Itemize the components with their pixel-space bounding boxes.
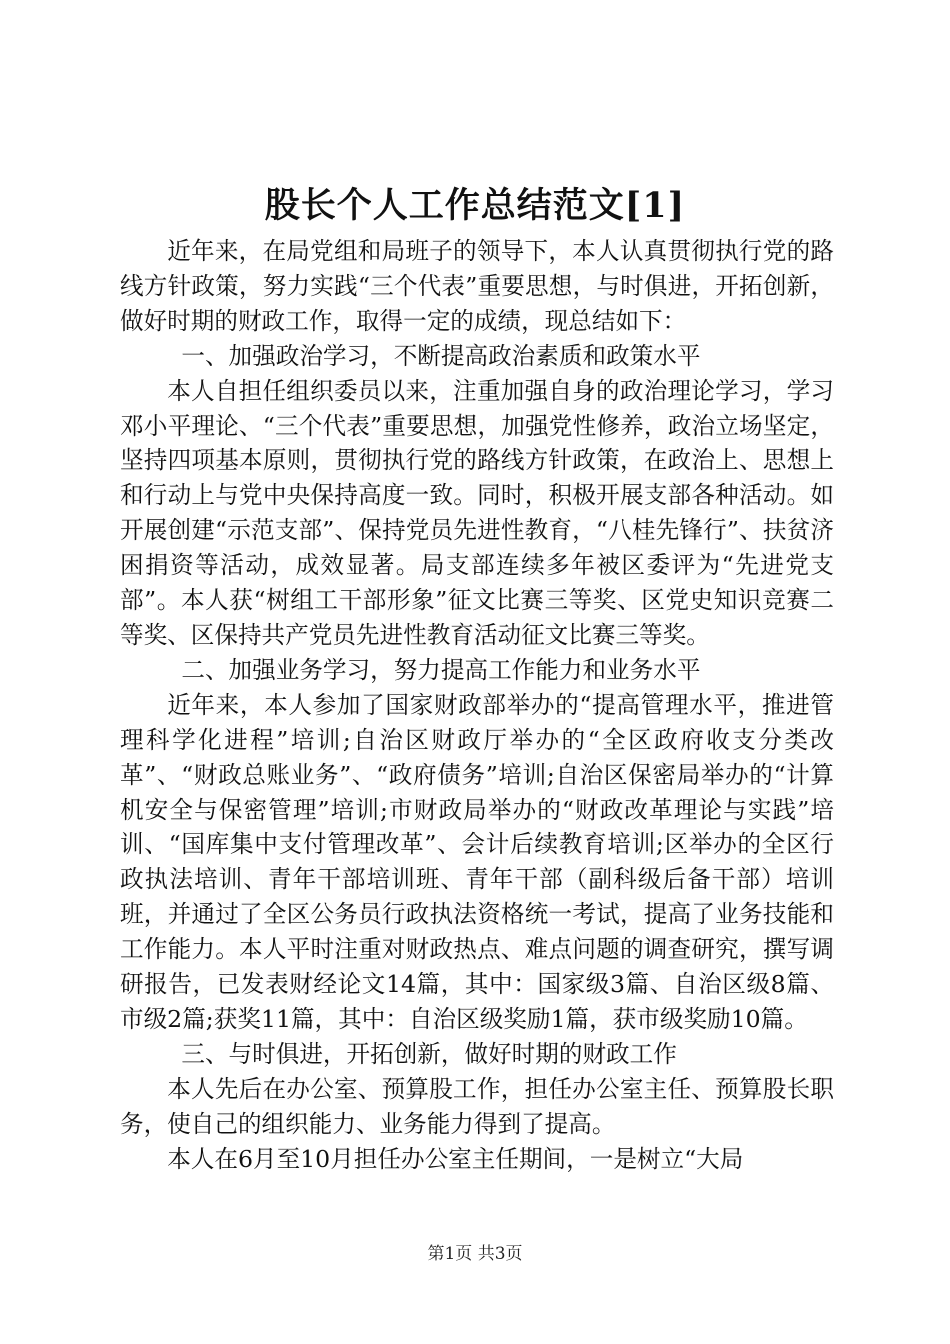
section-heading-2: 二、加强业务学习，努力提高工作能力和业务水平 — [181, 655, 701, 684]
document-body — [120, 234, 834, 1176]
section-heading-1: 一、加强政治学习，不断提高政治素质和政策水平 — [181, 341, 701, 370]
section-heading-3: 三、与时俱进，开拓创新，做好时期的财政工作 — [181, 1039, 677, 1068]
document-title: 股长个人工作总结范文[1] — [264, 185, 686, 226]
section-1-paragraph: 本人自担任组织委员以来，注重加强自身的政治理论学习，学习邓小平理论、“三个代表”重要思想，加强党性修养，政治立场坚定，坚持四项基本原则，贯彻执行党的路线方针政策，在政治上、思想上和行动上与党中央保持高度一致。同时，积极开展支部各种活动。如开展创建“示范支部”、保持党员先进性教育，“八桂先锋行”、扶贫济困捐资等活动，成效显著。局支部连续多年被区委评为“先进党支部”。本人获“树组工干部形象”征文比赛三等奖、区党史知识竞赛二等奖、区保持共产党员先进性教育活动征文比赛三等奖。 — [120, 376, 834, 649]
page-number: 第1页 共3页 — [427, 1244, 523, 1264]
section-3-paragraph-1: 本人先后在办公室、预算股工作，担任办公室主任、预算股长职务，使自己的组织能力、业务能力得到了提高。 — [120, 1074, 834, 1138]
section-3-paragraph-2: 本人在6月至10月担任办公室主任期间，一是树立“大局 — [167, 1144, 744, 1173]
section-2-paragraph: 近年来，本人参加了国家财政部举办的“提高管理水平，推进管理科学化进程”培训;自治区财政厅举办的“全区政府收支分类改革”、“财政总账业务”、“政府债务”培训;自治区保密局举办的“计算机安全与保密管理”培训;市财政局举办的“财政改革理论与实践”培训、“国库集中支付管理改革”、会计后续教育培训;区举办的全区行政执法培训、青年干部培训班、青年干部（副科级后备干部）培训班，并通过了全区公务员行政执法资格统一考试，提高了业务技能和工作能力。本人平时注重对财政热点、难点问题的调查研究，撰写调研报告，已发表财经论文14篇，其中：国家级3篇、自治区级8篇、市级2篇;获奖11篇，其中：自治区级奖励1篇，获市级奖励10篇。 — [120, 690, 834, 1033]
intro-paragraph: 近年来，在局党组和局班子的领导下，本人认真贯彻执行党的路线方针政策，努力实践“三个代表”重要思想，与时俱进，开拓创新，做好时期的财政工作，取得一定的成绩，现总结如下： — [120, 237, 834, 335]
